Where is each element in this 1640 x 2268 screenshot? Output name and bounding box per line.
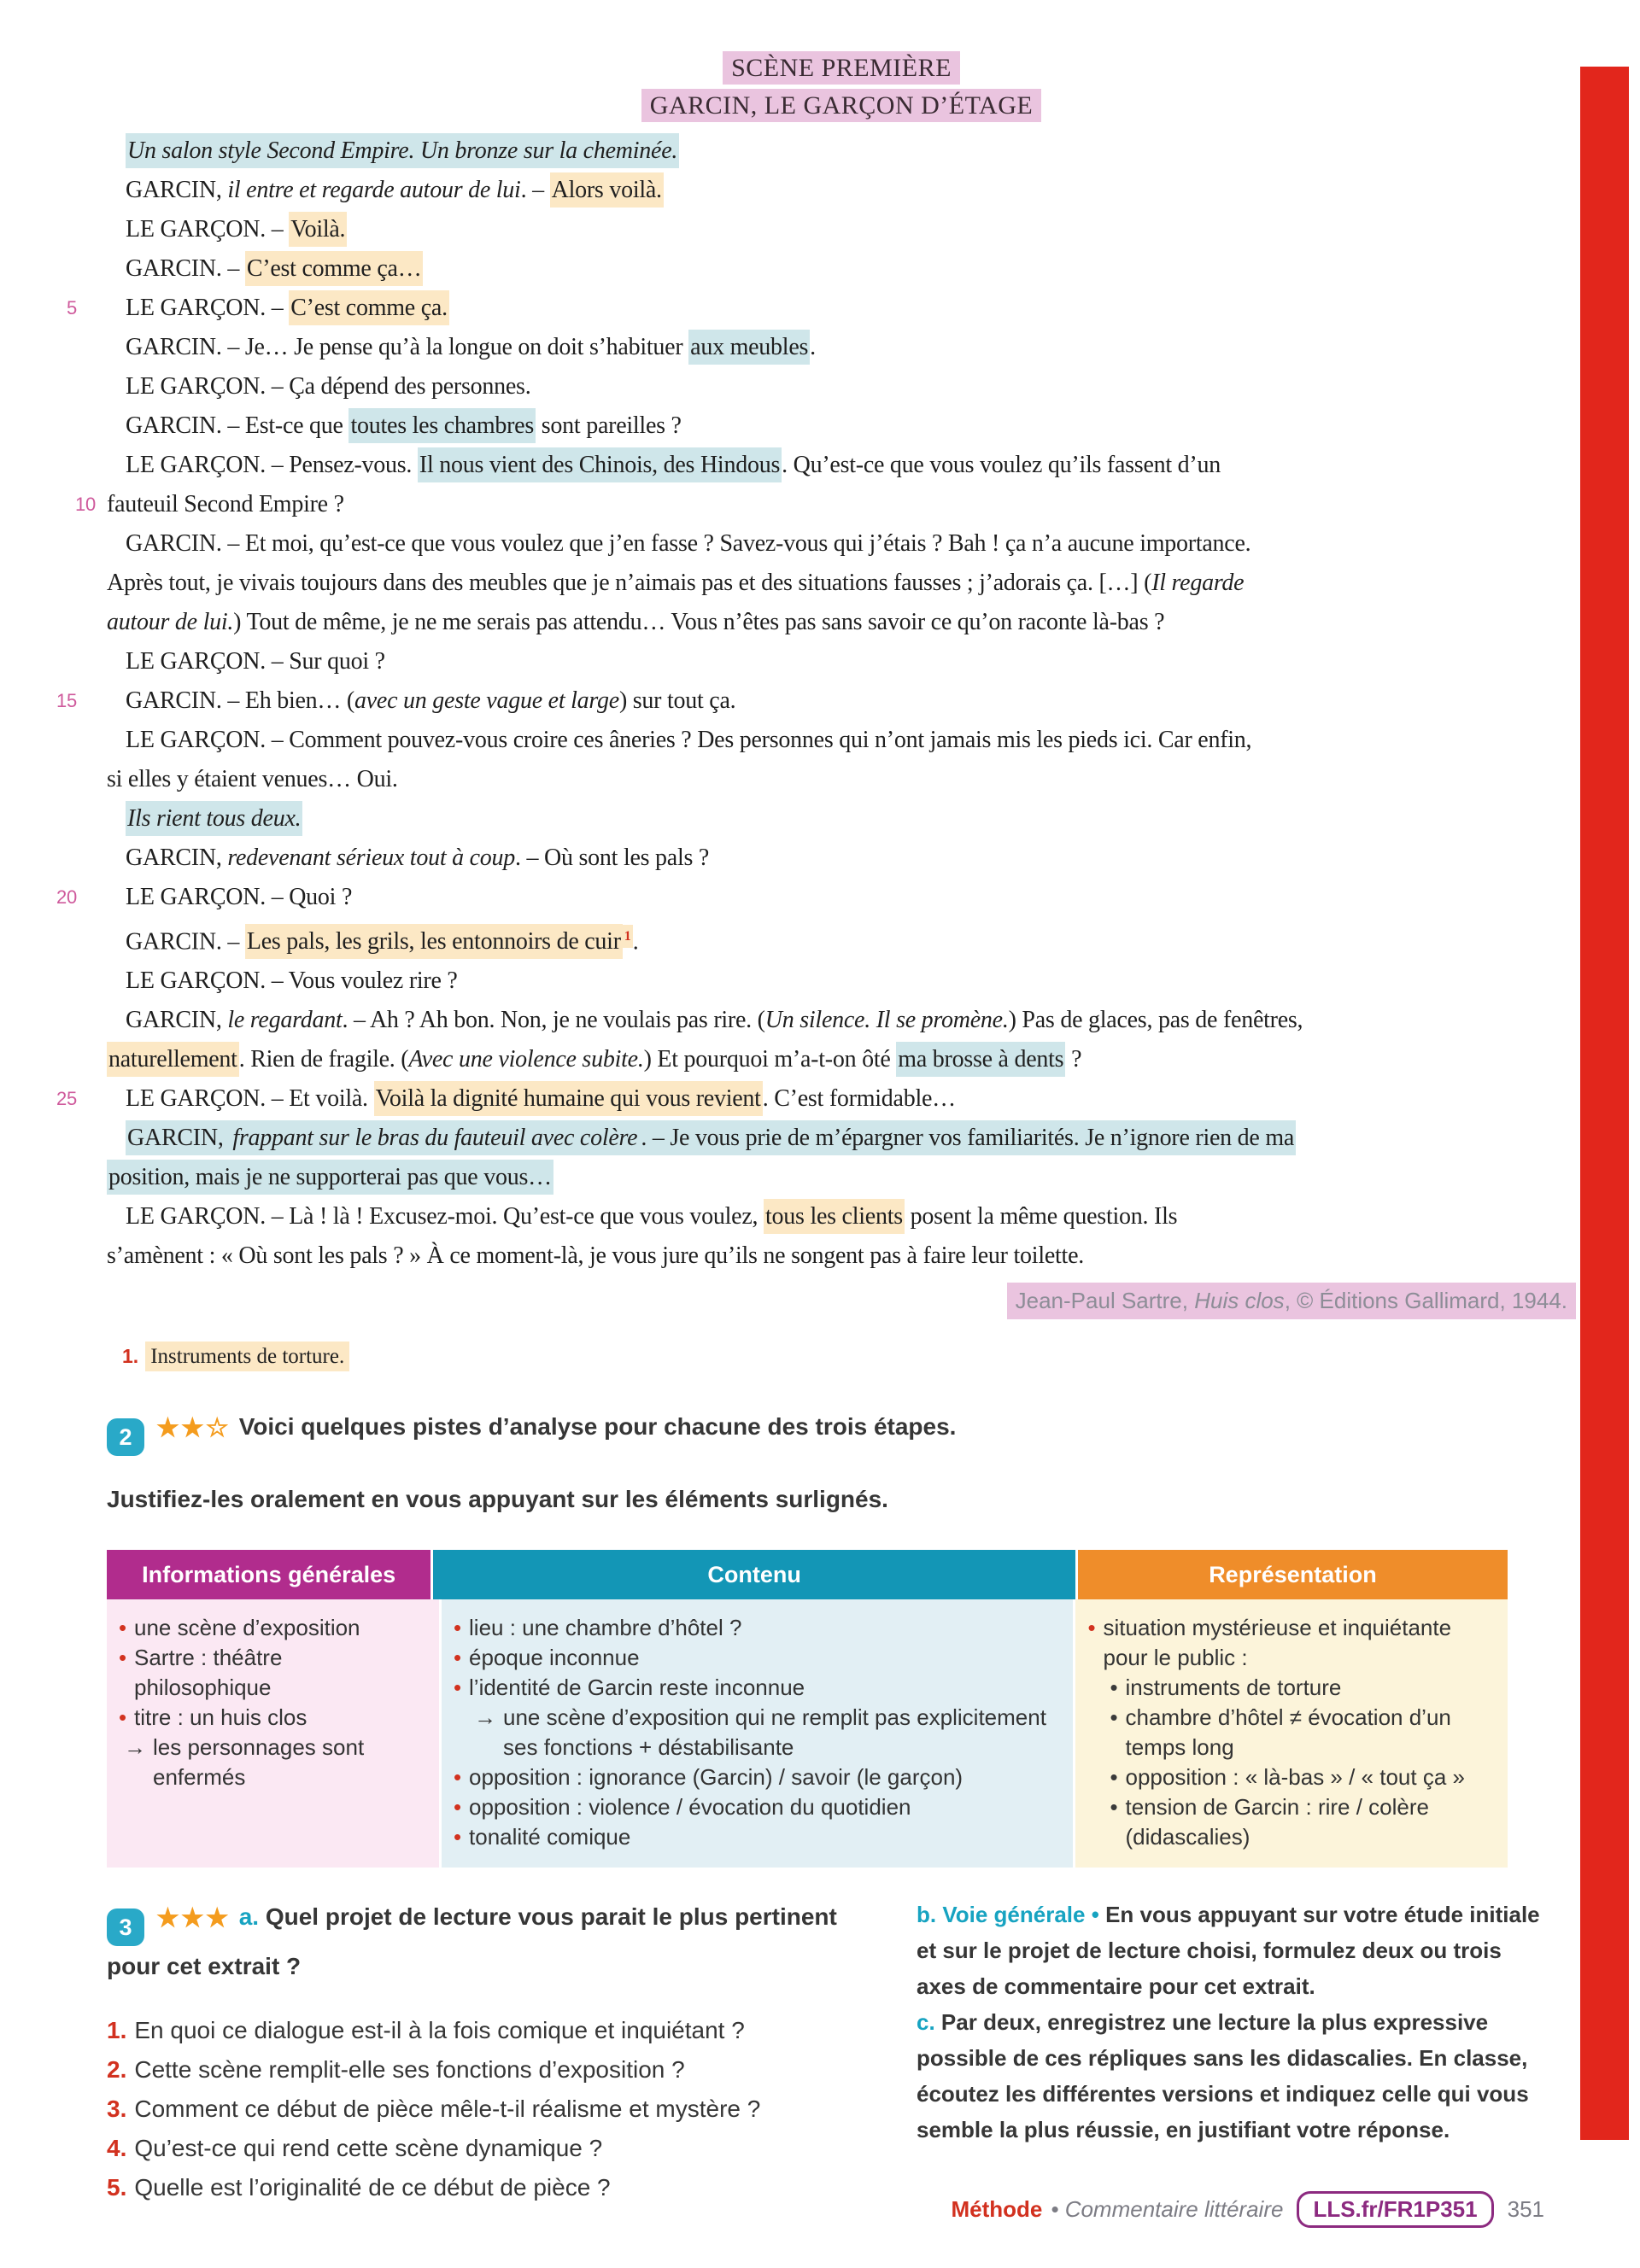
dialogue-text: GARCIN, [126, 845, 228, 871]
highlighted-text: GARCIN, [126, 1120, 231, 1155]
attribution-segment: Jean-Paul Sartre, [1015, 1288, 1195, 1314]
analysis-table [107, 1550, 1508, 1868]
play-line [107, 249, 1576, 289]
bottom-exercises [107, 1897, 1576, 2207]
attribution-text [1007, 1283, 1576, 1319]
dialogue-text: LE GARÇON. – Pensez-vous. [126, 452, 418, 478]
bullet-icon: • [1110, 1675, 1118, 1701]
table-item-text: les personnages sont enfermés [153, 1734, 365, 1791]
footer-section-label [1051, 2196, 1283, 2223]
question-item [107, 2050, 855, 2090]
dialogue-text: LE GARÇON. – Quoi ? [126, 884, 353, 910]
footer-section-text: Commentaire littéraire [1064, 2196, 1284, 2222]
play-line [107, 564, 1576, 603]
stage-direction: il entre et regarde autour de lui [227, 177, 521, 203]
highlighted-text: Il nous vient des Chinois, des Hindous [418, 447, 782, 482]
stage-direction: le regardant [227, 1007, 343, 1034]
dialogue-text: LE GARÇON. – Là ! là ! Excusez-moi. Qu’est-ce que vous voulez, [126, 1203, 764, 1230]
table-item [1110, 1673, 1492, 1703]
play-line [107, 446, 1576, 485]
exercise-2-heading-line2: Justifiez-les oralement en vous appuyant sur les éléments surlignés. [107, 1486, 888, 1513]
table-item-text: tonalité comique [469, 1824, 631, 1850]
line-number: 15 [56, 690, 77, 711]
question-number: 2. [107, 2056, 127, 2084]
play-line [107, 839, 1576, 878]
sub-question-label-b: b. [917, 1902, 937, 1928]
dialogue-text: posent la même question. Ils [904, 1203, 1178, 1230]
table-item [454, 1762, 1057, 1792]
attribution-segment: Huis clos [1194, 1288, 1285, 1314]
sub-question-label-a: a. [238, 1903, 260, 1931]
table-item [119, 1703, 424, 1733]
play-line [107, 1236, 1576, 1276]
play-line [107, 406, 1576, 446]
stage-direction: Avec une violence subite. [408, 1046, 644, 1073]
attribution-segment: , © Éditions Gallimard, 1944. [1284, 1288, 1567, 1314]
dialogue-text: . Qu’est-ce que vous voulez qu’ils fassent d’un [782, 452, 1221, 478]
dialogue-text: LE GARÇON. – [126, 295, 290, 321]
play-line [107, 799, 1576, 839]
exercise-3-badge: 3 [107, 1909, 144, 1946]
highlighted-text: . – Je vous prie de m’épargner vos familiarités. Je n’ignore rien de ma [639, 1120, 1296, 1155]
line-number: 20 [56, 886, 77, 908]
attribution [107, 1283, 1576, 1319]
highlighted-text: Alors voilà. [550, 172, 664, 208]
footnote-number: 1. [122, 1345, 139, 1368]
scene-title [107, 50, 1576, 87]
question-item [107, 2090, 855, 2129]
play-line [107, 1119, 1576, 1158]
footnote [122, 1345, 1576, 1369]
dialogue-text: si elles y étaient venues… Oui. [107, 766, 398, 792]
exercise-b-title: Voie générale [942, 1902, 1086, 1928]
play-line [107, 367, 1576, 406]
table-item-text: lieu : une chambre d’hôtel ? [469, 1615, 742, 1641]
dialogue-text: GARCIN. – Eh bien… ( [126, 687, 354, 714]
dialogue-text: . – [520, 177, 550, 203]
dialogue-text: LE GARÇON. – Ça dépend des personnes. [126, 373, 531, 400]
difficulty-stars-icon: ★★☆ [156, 1414, 231, 1443]
bullet-icon: • [1110, 1794, 1118, 1821]
bullet-icon: • [119, 1615, 127, 1641]
play-line [107, 760, 1576, 799]
cell-informations-generales [107, 1599, 439, 1868]
play-line [107, 917, 1576, 962]
footer-separator: • [1051, 2196, 1059, 2222]
table-item [454, 1643, 1057, 1673]
footer-resource-link[interactable]: LLS.fr/FR1P351 [1297, 2191, 1493, 2228]
highlighted-text: naturellement [107, 1042, 239, 1077]
question-text: Comment ce début de pièce mêle-t-il réalisme et mystère ? [134, 2096, 761, 2123]
dialogue-text: ) Pas de glaces, pas de fenêtres, [1008, 1007, 1303, 1034]
exercise-3-column [107, 1897, 855, 2207]
page-footer [0, 2191, 1544, 2228]
play-line [107, 210, 1576, 249]
exercise-3-heading [107, 1897, 855, 1987]
line-number: 10 [75, 494, 96, 515]
difficulty-stars-icon: ★★★ [156, 1904, 231, 1933]
play-line [75, 485, 1576, 524]
stage-direction: redevenant sérieux tout à coup [227, 845, 516, 871]
column-header-contenu: Contenu [430, 1550, 1075, 1599]
table-item-text: opposition : violence / évocation du quotidien [469, 1794, 911, 1821]
bullet-separator: • [1091, 1902, 1099, 1928]
dialogue-text: . [810, 334, 816, 360]
bullet-icon: • [454, 1794, 462, 1821]
table-item-text: époque inconnue [469, 1645, 640, 1671]
highlighted-text: Voilà la dignité humaine qui vous revient [374, 1081, 763, 1116]
footer-method-label: Méthode [951, 2196, 1043, 2222]
arrow-icon: → [124, 1734, 146, 1761]
exercise-2-heading [107, 1406, 1576, 1456]
scene-title-text: SCÈNE PREMIÈRE [723, 51, 960, 85]
dialogue-text: GARCIN. – [126, 255, 245, 282]
play-line [107, 642, 1576, 681]
line-number: 5 [67, 297, 77, 319]
cast-title-text: GARCIN, LE GARÇON D’ÉTAGE [641, 89, 1041, 122]
highlighted-text: 1 [623, 925, 633, 948]
line-number: 25 [56, 1088, 77, 1110]
table-item [119, 1613, 424, 1643]
highlighted-text: ma brosse à dents [896, 1042, 1065, 1077]
question-list [107, 2011, 855, 2207]
question-item [107, 2129, 855, 2168]
highlighted-text: Ils rient tous deux. [126, 801, 302, 836]
dialogue-text: . – Ah ? Ah bon. Non, je ne voulais pas rire. ( [342, 1007, 765, 1034]
play-line [107, 1158, 1576, 1197]
play-line [107, 1197, 1576, 1236]
table-item [474, 1703, 1057, 1762]
stage-direction: Il regarde [1151, 570, 1245, 596]
table-item [454, 1613, 1057, 1643]
stage-direction: autour de lui. [107, 609, 234, 635]
dialogue-text: ) Et pourquoi m’a-t-on ôté [643, 1046, 897, 1073]
play-line [107, 1040, 1576, 1079]
bullet-icon: • [454, 1675, 462, 1701]
bullet-icon: • [454, 1615, 462, 1641]
exercise-c-text: Par deux, enregistrez une lecture la plus expressive possible de ces répliques sans les didascalies. En classe, écoutez les différentes versions et indiquez celle qui vous semble la plus réussie, en justifiant votre réponse. [917, 2009, 1529, 2143]
question-number: 3. [107, 2096, 127, 2123]
analysis-table-header [107, 1550, 1508, 1599]
page-number: 351 [1507, 2196, 1544, 2222]
table-item-text: chambre d’hôtel ≠ évocation d’un temps long [1125, 1704, 1451, 1761]
play-line [107, 171, 1576, 210]
table-item-text: l’identité de Garcin reste inconnue [469, 1675, 805, 1701]
play-line [107, 603, 1576, 642]
table-item-text: instruments de torture [1125, 1675, 1342, 1701]
page-edge-red-bar [1580, 67, 1629, 2140]
bullet-icon: • [454, 1645, 462, 1671]
dialogue-text: GARCIN, [126, 177, 228, 203]
table-item [124, 1733, 424, 1792]
table-item [1110, 1762, 1492, 1792]
play-line [107, 328, 1576, 367]
highlighted-text: aux meubles [688, 330, 810, 365]
dialogue-text: . – Où sont les pals ? [515, 845, 710, 871]
question-text: Cette scène remplit-elle ses fonctions d’exposition ? [134, 2056, 685, 2084]
question-text: Quelle est l’originalité de ce début de pièce ? [134, 2174, 611, 2201]
question-number: 4. [107, 2135, 127, 2162]
table-item-text: titre : un huis clos [134, 1704, 308, 1731]
bullet-icon: • [454, 1824, 462, 1850]
bullet-icon: • [1087, 1615, 1096, 1641]
dialogue-text: LE GARÇON. – Vous voulez rire ? [126, 967, 458, 995]
table-item-text: Sartre : théâtre philosophique [134, 1645, 283, 1701]
highlighted-text: tous les clients [764, 1199, 905, 1234]
highlighted-text: C’est comme ça… [245, 251, 424, 286]
dialogue-text: GARCIN. – Est-ce que [126, 412, 349, 439]
table-item [454, 1673, 1057, 1703]
question-item [107, 2011, 855, 2050]
question-text: En quoi ce dialogue est-il à la fois comique et inquiétant ? [134, 2017, 745, 2044]
table-item [454, 1822, 1057, 1852]
highlighted-text: C’est comme ça. [289, 290, 449, 325]
dialogue-text: . Rien de fragile. ( [238, 1046, 409, 1073]
dialogue-text: GARCIN. – [126, 928, 245, 956]
cell-representation [1073, 1599, 1508, 1868]
dialogue-text: . [632, 928, 639, 956]
question-text: Qu’est-ce qui rend cette scène dynamique ? [134, 2135, 603, 2162]
dialogue-text: sont pareilles ? [536, 412, 682, 439]
table-item-text: opposition : « là-bas » / « tout ça » [1125, 1764, 1465, 1791]
exercise-3-text: Quel projet de lecture vous parait le plus pertinent pour cet extrait ? [107, 1903, 837, 1980]
play-line [56, 1079, 1576, 1119]
arrow-icon: → [474, 1704, 497, 1731]
play-line [107, 962, 1576, 1001]
play-line [107, 524, 1576, 564]
dialogue-text: LE GARÇON. – Et voilà. [126, 1085, 374, 1113]
scene-titles [107, 50, 1576, 125]
table-item [1087, 1613, 1492, 1673]
exercise-2-text: Voici quelques pistes d’analyse pour chacune des trois étapes. [238, 1413, 957, 1441]
play-text [56, 132, 1576, 1276]
dialogue-text: Après tout, je vivais toujours dans des meubles que je n’aimais pas et des situations fausses ; j’adorais ça. […] ( [107, 570, 1152, 596]
exercise-b-text: En vous appuyant sur votre étude initiale et sur le projet de lecture choisi, formulez deux ou trois axes de commentaire pour cet extrait. [917, 1902, 1540, 2000]
bullet-icon: • [119, 1704, 127, 1731]
bullet-icon: • [1110, 1764, 1118, 1791]
exercise-b [917, 1897, 1549, 2004]
bullet-icon: • [454, 1764, 462, 1791]
question-number: 5. [107, 2174, 127, 2201]
highlighted-text: position, mais je ne supporterai pas que vous… [107, 1160, 554, 1195]
table-item-text: tension de Garcin : rire / colère (didascalies) [1125, 1794, 1429, 1850]
dialogue-text: ) Tout de même, je ne me serais pas attendu… Vous n’êtes pas sans savoir ce qu’on raconte là-bas ? [233, 609, 1165, 635]
play-line [107, 721, 1576, 760]
dialogue-text: ) sur tout ça. [618, 687, 736, 714]
analysis-table-body [107, 1599, 1508, 1868]
dialogue-text: fauteuil Second Empire ? [107, 491, 344, 517]
table-item [454, 1792, 1057, 1822]
highlighted-text: toutes les chambres [348, 408, 536, 443]
dialogue-text: GARCIN. – Et moi, qu’est-ce que vous voulez que j’en fasse ? Savez-vous qui j’étais ? Bah ! ça n’a aucune importance. [126, 530, 1251, 557]
column-header-representation: Représentation [1075, 1550, 1508, 1599]
sub-question-label-c: c. [917, 2009, 935, 2036]
highlighted-text: Les pals, les grils, les entonnoirs de cuir [245, 924, 623, 959]
exercise-c [917, 2004, 1549, 2148]
bullet-icon: • [119, 1645, 127, 1671]
exercise-2-badge: 2 [107, 1418, 144, 1456]
cell-contenu [439, 1599, 1073, 1868]
stage-direction: Un silence. Il se promène. [764, 1007, 1009, 1034]
play-line [67, 289, 1576, 328]
footnote-text: Instruments de torture. [145, 1342, 349, 1371]
play-line [107, 1001, 1576, 1040]
question-number: 1. [107, 2017, 127, 2044]
dialogue-text: LE GARÇON. – Sur quoi ? [126, 648, 385, 675]
highlighted-text: frappant sur le bras du fauteuil avec colère [231, 1120, 639, 1155]
highlighted-text: Voilà. [289, 212, 347, 247]
highlighted-text: Un salon style Second Empire. Un bronze sur la cheminée. [126, 133, 679, 168]
column-header-informations-generales: Informations générales [107, 1550, 430, 1599]
table-item [1110, 1792, 1492, 1852]
exercise-bc-column [917, 1897, 1549, 2207]
page-content [56, 50, 1576, 2207]
dialogue-text: LE GARÇON. – Comment pouvez-vous croire ces âneries ? Des personnes qui n’ont jamais mis les pieds ici. Car enfin, [126, 727, 1252, 753]
stage-direction: avec un geste vague et large [354, 687, 619, 714]
bullet-icon: • [1110, 1704, 1118, 1731]
dialogue-text: GARCIN, [126, 1007, 228, 1034]
play-line [107, 132, 1576, 171]
play-line [56, 878, 1576, 917]
table-item [119, 1643, 424, 1703]
dialogue-text: . C’est formidable… [762, 1085, 956, 1113]
table-item-text: situation mystérieuse et inquiétante pour le public : [1103, 1615, 1452, 1671]
dialogue-text: s’amènent : « Où sont les pals ? » À ce moment-là, je vous jure qu’ils ne songent pas à faire leur toilette. [107, 1242, 1085, 1270]
dialogue-text: ? [1065, 1046, 1082, 1073]
play-line [56, 681, 1576, 721]
dialogue-text: LE GARÇON. – [126, 216, 290, 243]
table-item-text: une scène d’exposition qui ne remplit pas explicitement ses fonctions + déstabilisante [503, 1704, 1046, 1761]
cast-title [107, 87, 1576, 125]
table-item-text: une scène d’exposition [134, 1615, 360, 1641]
dialogue-text: GARCIN. – Je… Je pense qu’à la longue on doit s’habituer [126, 334, 689, 360]
table-item-text: opposition : ignorance (Garcin) / savoir (le garçon) [469, 1764, 964, 1791]
table-item [1110, 1703, 1492, 1762]
